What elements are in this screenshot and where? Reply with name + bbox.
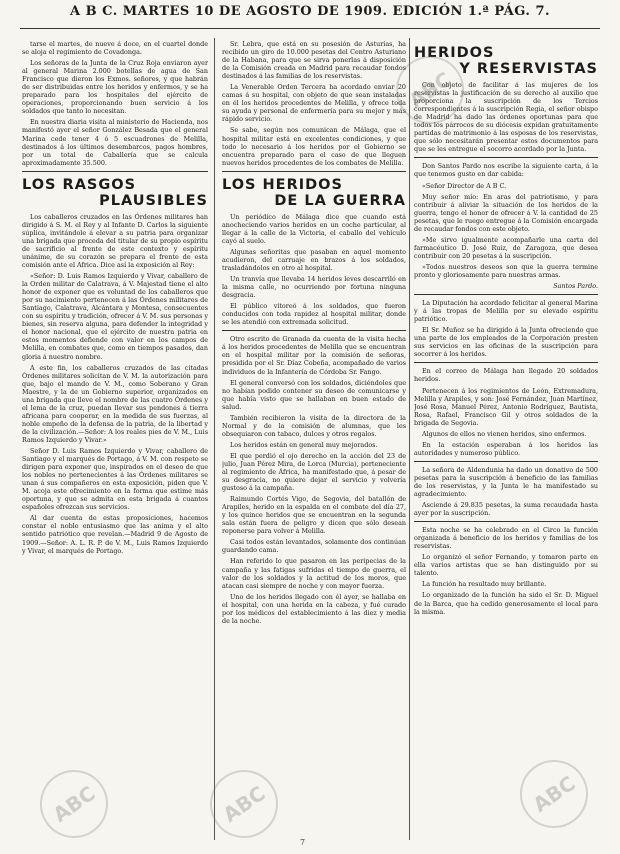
paragraph: Algunas señoritas que pasaban en aquel momento acudieron, del carruaje en brazos á los soldados, trasladándolos en otro al hospital. [222, 247, 406, 272]
headline-line-2: Y RESERVISTAS [459, 61, 598, 77]
paragraph: «Señor: D. Luis Ramos Izquierdo y Vivar, caballero de la Orden militar de Calatrava, á V. Majestad tiene el alto honor de exponer que es voluntad de los caballeros que por su nacimiento pertenecen á las Órdenes militares de Santiago, Calatrava, Alcántara y Montesa, consecuentes con su espíritu y tradición, ofrecer á V. M. sus personas y bienes, sin reserva alguna, para defender la integridad y el honor nacional, que el ejército de nuestra patria en estos momentos defiende con valor en los campos de Melilla, en combates que, como en tiempos pasados, dan gloria á nuestro nombre. [22, 272, 208, 361]
paragraph: El que perdió el ojo derecho en la acción del 23 de julio, Juan Pérez Mira, de Lorca (Murcia), perteneciente al regimiento de África, ha manifestado que, á pesar de su desgracia, no quiere dejar el servicio y volvería gustoso á la campaña. [222, 451, 406, 493]
section-rule [414, 461, 598, 462]
paragraph: »Me sirvo igualmente acompañarle una carta del farmacéutico D. José Ruiz, de Zaragoza, que desea contribuir con 20 pesetas á la suscripción. [414, 235, 598, 260]
abc-watermark-stamp: ABC [27, 757, 122, 852]
section-rule [414, 157, 598, 158]
paragraph: En el correo de Málaga han llegado 20 soldados heridos. [414, 367, 598, 384]
paragraph: Señor D. Luis Ramos Izquierdo y Vivar, caballero de Santiago y el marqués de Portago, á V. M. con respeto se dirigen para exponer que, inspirados en el deseo de que los nobles no pertenecientes á las Órdenes militares se unan á sus compañeros en esta exposición, piden que V. M. acoja este ofrecimiento en la forma que estime más oportuna, y que se admita en esta brigada á cuantos españoles ofrezcan sus servicios. [22, 447, 208, 512]
headline-line-1: HERIDOS [414, 45, 495, 61]
paragraph: Lo organizado de la función ha sido el Sr. D. Miguel de la Barca, que ha cedido generosamente el local para la misma. [414, 591, 598, 616]
paragraph: Esta noche se ha celebrado en el Circo la función organizada á beneficio de los heridos y familias de los reservistas. [414, 526, 598, 551]
paragraph: Un tranvía que llevaba 14 heridos leves descarriló en la misma calle, no ocurriendo por fortuna ninguna desgracia. [222, 275, 406, 300]
paragraph: Los heridos están en general muy mejorados. [230, 440, 378, 449]
paragraph: La señora de Aldendunia ha dado un donativo de 500 pesetas para la suscripción á beneficio de las familias de los reservistas, y la Junta le ha manifestado su agradecimiento. [414, 465, 598, 499]
paragraph: En la estación esperaban á los heridos las autoridades y numeroso público. [414, 440, 598, 457]
paragraph: Casi todos están levantados, solamente dos continúan guardando cama. [222, 538, 406, 555]
paragraph: A este fin, los caballeros cruzados de las citadas Órdenes militares solicitan de V. M. la autorización para que, bajo el mando de V. M., como Soberano y Gran Maestre, y la de un Gobierno superior, organizados en una brigada que lleve el nombre de las cuatro Órdenes y el lema de la cruz, puedan llevar sus pendones á tierra africana para cooperar, en la medida de sus fuerzas, al noble empeño de la defensa de la patria, de la libertad y de la civilización.—Señor: A los reales pies de V. M., Luis Ramos Izquierdo y Vivar.» [22, 363, 208, 444]
column-separator [214, 38, 215, 840]
paragraph: En nuestra diaria visita al ministerio de Hacienda, nos manifestó ayer el señor González Besada que el general Marina cede tener 4 ó 5 escuadrones de Melilla, destinados á los últimos desembarcos, pagos hombres, por un total de Caballería que se calcula aproximadamente 35.500. [22, 118, 208, 167]
paragraph: Sr. Lebra, que está en su posesión de Asturias, ha recibido un giro de 10.000 pesetas del Centro Asturiano de la Habana, para que se sirva ponerlas á disposición de la Comisión creada en Madrid para recaudar fondos destinados á las familias de los reservistas. [222, 40, 406, 81]
section-rule [22, 171, 208, 172]
paragraph: «Señor Director de A B C. [422, 181, 507, 190]
paragraph: El Sr. Muñoz se ha dirigido á la Junta ofreciendo que una parte de los empleados de la Corporación presten sus servicios en las oficinas de la suscripción para socorrer á los heridos. [414, 326, 598, 359]
paragraph: Han referido lo que pasaron en las peripecias de la campaña y las fatigas sufridas el tiempo de guerra, el valor de los soldados y la actitud de los moros, que atacan casi siempre de noche y con mayor fuerza. [222, 557, 406, 590]
paragraph: Muy señor mío: En aras del patriotismo, y para contribuir á aliviar la situación de los heridos de la guerra, tengo el honor de ofrecer á V. la cantidad de 25 pesetas, que le ruego entregue á la Comisión encargada de recaudar fondos con este objeto. [414, 192, 598, 233]
column-separator [409, 38, 410, 840]
paragraph: El general conversó con los soldados, diciéndoles que no habían podido contener su deseo de comunicarse y que había visto que se hallaban en buen estado de salud. [222, 378, 406, 411]
paragraph: Se sabe, según nos comunican de Málaga, que el hospital militar está en excelentes condiciones, y que todo lo necesario á los heridos por el Gobierno se encuentra preparado para el caso de que lleguen nuevos heridos procedentes de los combates de Melilla. [222, 126, 406, 167]
signature: Santos Pardo. [553, 282, 598, 291]
column-2 [222, 40, 406, 840]
section-rule [414, 362, 598, 363]
paragraph: Otro escrito de Granada da cuenta de la visita hecha á los heridos procedentes de Melilla que se encuentran en el hospital militar por la comisión de señoras, presidida por el Sr. Díaz Cobeña, acompañado de varios individuos de la Infantería de Córdoba Sr. Fango. [222, 335, 406, 376]
paragraph: También recibieron la visita de la directora de la Normal y de la comisión de alumnas, que les obsequiaron con tabaco, dulces y otros regalos. [222, 413, 406, 438]
paragraph: Don Santos Pardo nos escribe la siguiente carta, á la que tenemos gusto en dar cabida: [414, 162, 598, 179]
headline-line-1: LOS RASGOS [22, 176, 137, 193]
abc-watermark-stamp: ABC [197, 757, 292, 852]
headline-los-rasgos-plausibles [22, 177, 208, 209]
masthead: A B C. MARTES 10 DE AGOSTO DE 1909. EDICIÓN 1.ª PÁG. 7. [69, 4, 551, 19]
paragraph: Algunos de ellos no vienen heridos, sino enfermos. [422, 429, 587, 438]
abc-watermark-stamp: ABC [507, 747, 602, 842]
masthead-rule [20, 28, 600, 29]
section-rule [222, 171, 406, 172]
column-3 [414, 40, 598, 840]
paragraph: Asciende á 29.835 pesetas, la suma recaudada hasta ayer por la suscripción. [414, 501, 598, 518]
headline-line-2: PLAUSIBLES [99, 192, 208, 209]
paragraph: Los caballeros cruzados en las Órdenes militares han dirigido á S. M. el Rey y al Infante D. Carlos la siguiente súplica, invitándole á elevar a su patria para organizar una brigada que proceda del titular de su propio espíritu de sacrificio al frente de este contexto y espíritu unánime, de su corazón se prepara el frente de esta comisión ante el Africa. Dice así la exposición al Rey: [22, 212, 208, 269]
paragraph: Los señoras de la Junta de la Cruz Roja enviaron ayer al general Marina 2.000 botellas de agua de San Francisco que dieron los Exmos. señores, y que habrán de ser distribuidas entre los heridos y enfermos, y se ha preparado para los hospitales del ejército de operaciones, proporcionando buen servicio á los soldados que tanto lo necesitan. [22, 59, 208, 116]
headline-line-1: LOS HERIDOS [222, 176, 343, 193]
paragraph: tarse el martes, de nueve á doce, en el cuartel donde se aloja el regimiento de Covadonga. [22, 40, 208, 57]
headline-los-heridos-de-la-guerra [222, 177, 406, 209]
section-rule [414, 294, 598, 295]
paragraph: »Todos nuestros deseos son que la guerra termine pronto y gloriosamente para nuestras armas. [414, 262, 598, 279]
column-1 [22, 40, 208, 840]
page-number: 7 [300, 838, 306, 847]
section-rule [414, 521, 598, 522]
paragraph: La función ha resultado muy brillante. [422, 580, 547, 589]
paragraph: Lo organizó el señor Fernando, y tomaron parte en ella varios artistas que se han distinguido por su talento. [414, 553, 598, 578]
paragraph: Raimundo Cortés Vigo, de Segovia, del batallón de Arapiles, herido en la espalda en el combate del día 27, y los quince heridos que se encuentran en la segunda sala están fuera de peligro y dicen que sólo desean reponerse para volver á Melilla. [222, 495, 406, 536]
paragraph: El público vitoreó á los soldados, que fueron conducidos con toda rapidez al hospital militar, donde se les atendió con extremada solicitud. [222, 302, 406, 327]
headline-heridos-y-reservistas [414, 45, 598, 77]
paragraph: Al dar cuenta de estas proposiciones, hacemos constar el noble entusiasmo que las anima y el alto sentido patriótico que revelan.—Madrid 9 de Agosto de 1909.—Señor: A. L. R. P. de V. M., Luis Ramos Izquierdo y Vivar, el marqués de Portago. [22, 514, 208, 555]
paragraph: Uno de los heridos llegado con él ayer, se hallaba en el hospital, con una herida en la cabeza, y fué curado por los médicos del establecimiento á las diez y media de la noche. [222, 592, 406, 625]
paragraph: La Diputación ha acordado felicitar al general Marina y á las tropas de Melilla por su elevado espíritu patriótico. [414, 299, 598, 324]
paragraph: Con objeto de facilitar á las mujeres de los reservistas la justificación de su derecho al auxilio que proporciona la suscripción de los Tercios correspondientes á la suscripción Regia, el señor obispo de Madrid ha dado las órdenes oportunas para que todos los párrocos de su diócesis expidan gratuitamente partidas de matrimonio á las esposas de los reservistas, que sólo necesitarán presentar estos documentos para que se les entregue el socorro acordado por la Junta. [414, 81, 598, 154]
paragraph: Un periódico de Málaga dice que cuando está anocheciendo varios heridos en un coche particular, al llegar á la calle de la Victoria, el caballo del vehículo cayó al suelo. [222, 212, 406, 245]
abc-watermark-stamp: ABC [383, 43, 478, 138]
paragraph: Pertenecen á los regimientos de León, Extremadura, Melilla y Arapiles, y son: José Fernández, Juan Martínez, José Rosa, Manuel Pérez, Antonio Rodríguez, Bautista, Rosa, Rafael, Francisco Gil y otros soldados de la brigada de Segovia. [414, 386, 598, 427]
headline-line-2: DE LA GUERRA [274, 192, 406, 209]
section-rule [222, 330, 406, 331]
paragraph: La Venerable Orden Tercera ha acordado enviar 20 camas á su hospital, con objeto de que sean instaladas en él los heridos procedentes de Melilla, y ofrece toda su ayuda y personal de enfermería para su mejor y más rápido servicio. [222, 83, 406, 124]
